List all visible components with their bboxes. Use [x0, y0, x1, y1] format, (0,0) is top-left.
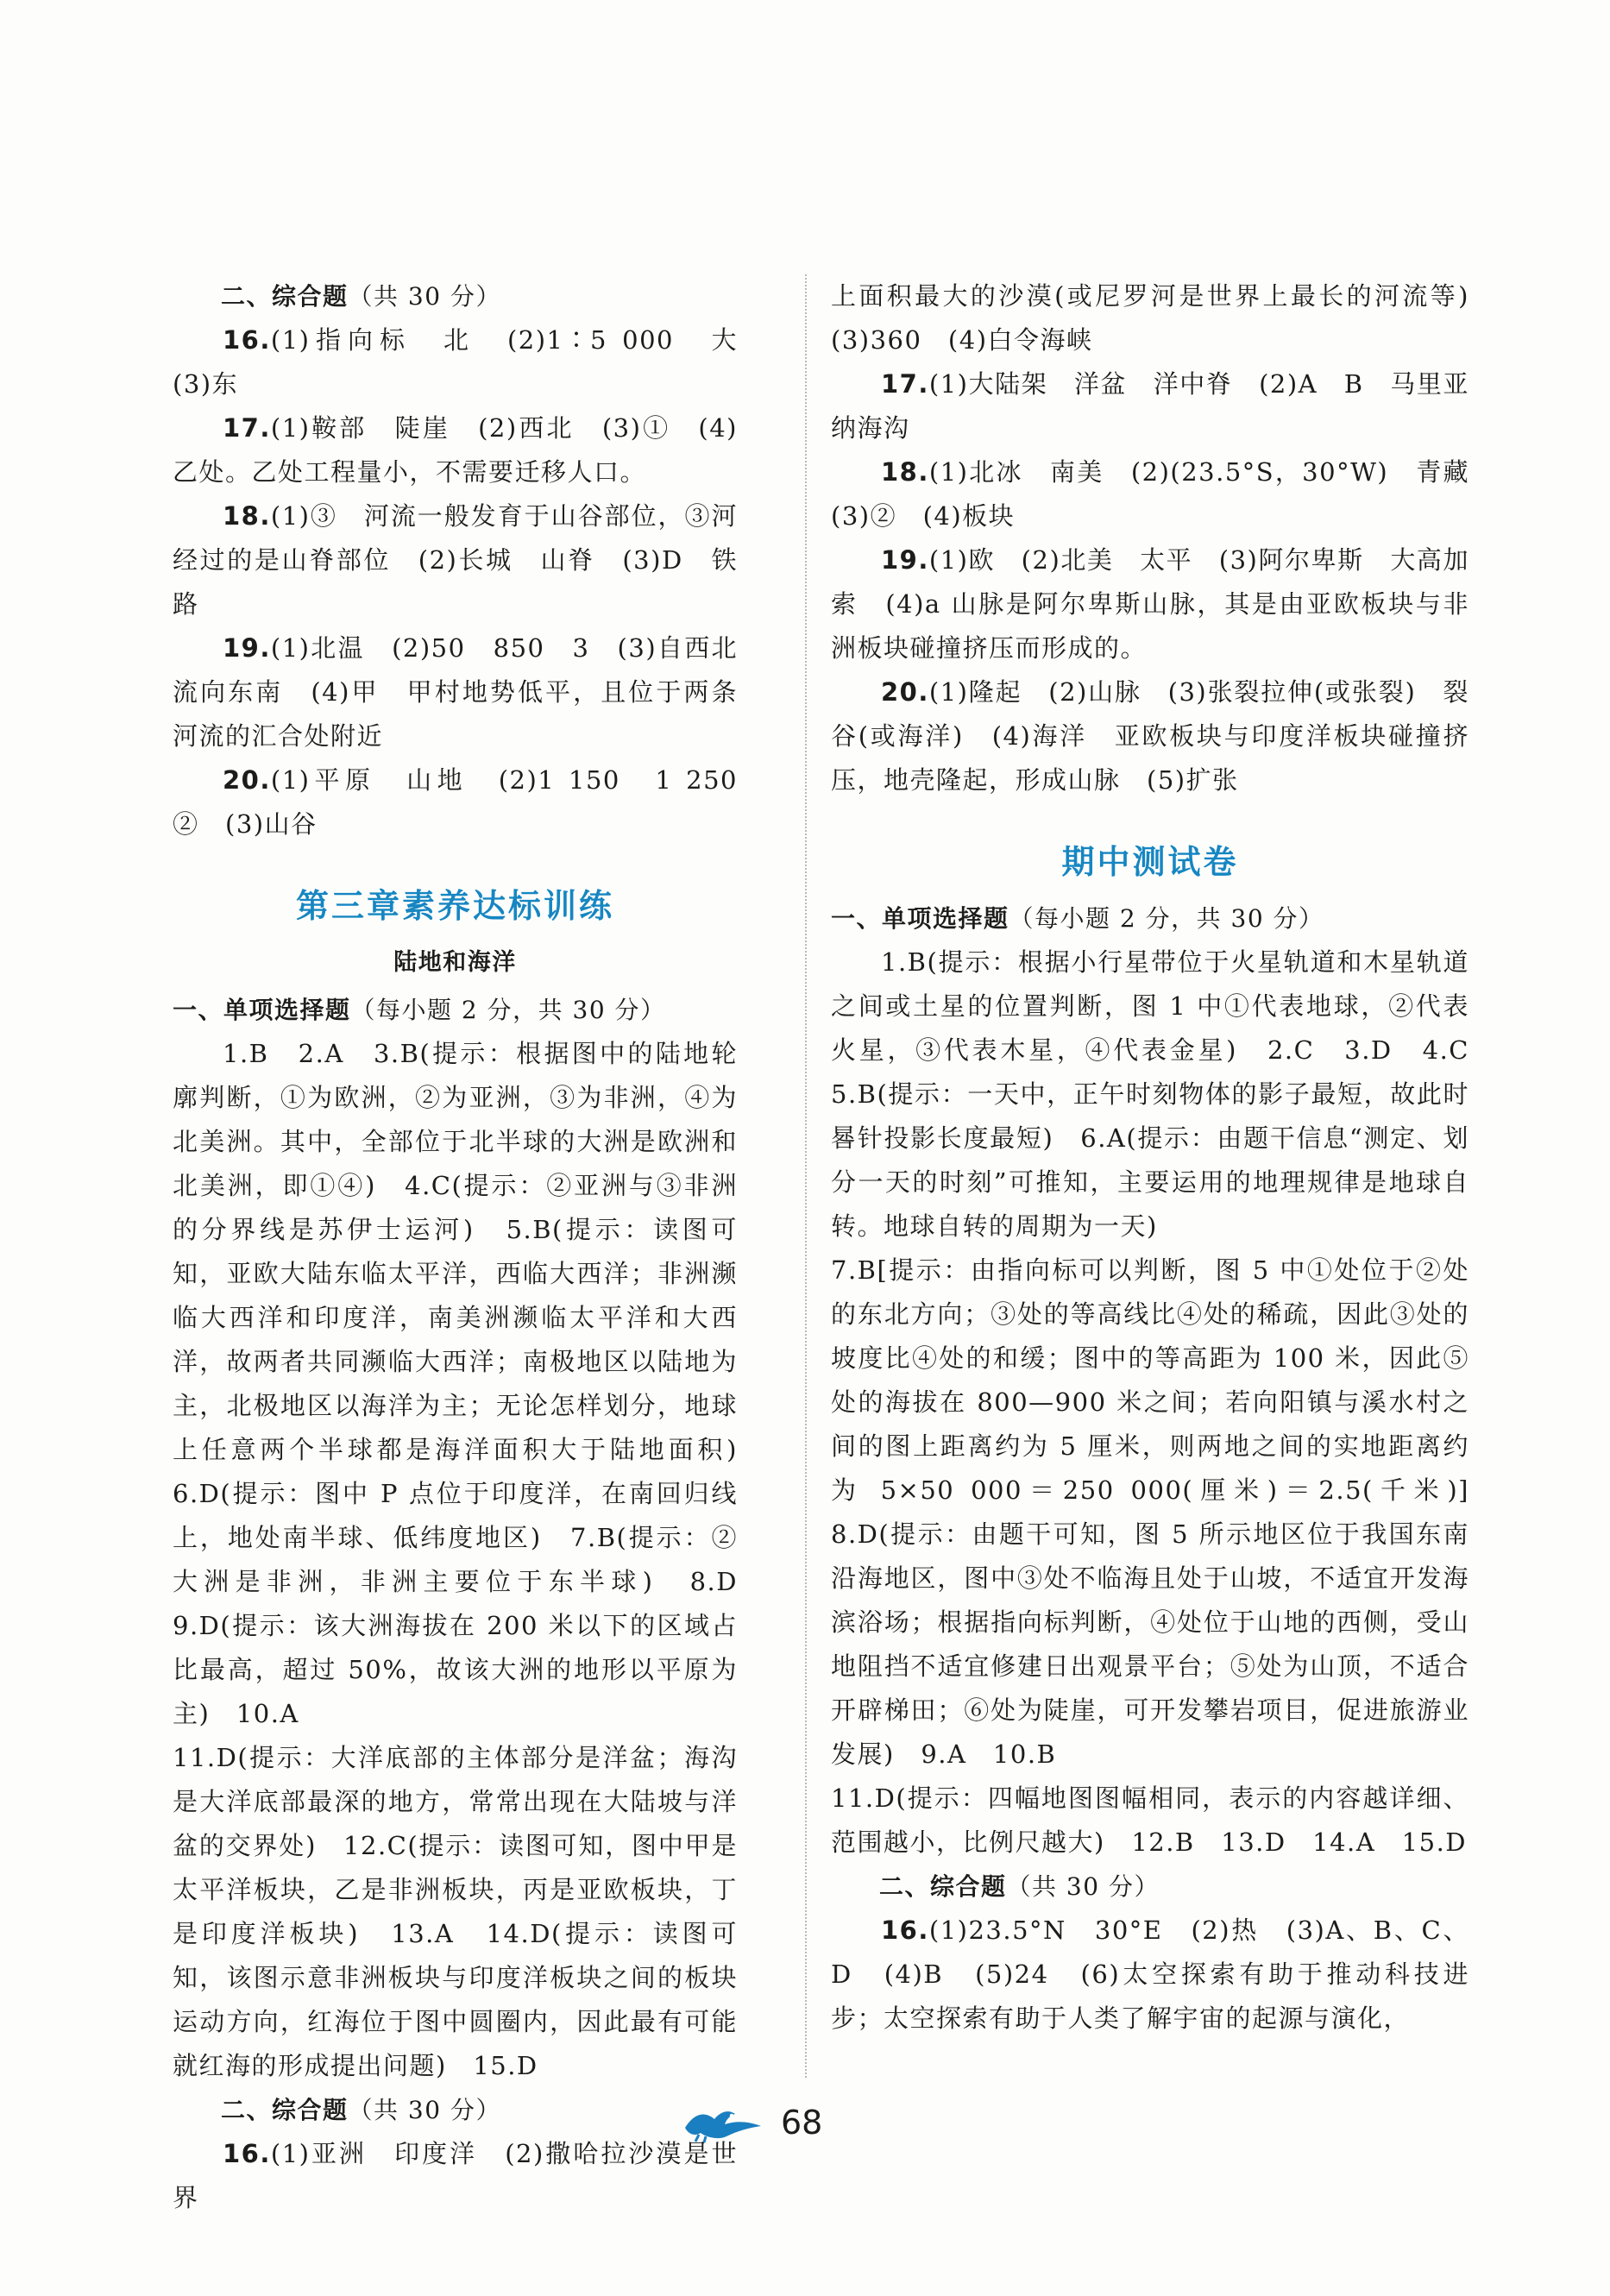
chapter-subtitle: 陆地和海洋 [393, 949, 517, 976]
answer-16: 16.(1)指向标 北 (2)1∶5 000 大 (3)东 [173, 325, 764, 399]
answer-17: 17.(1)大陆架 洋盆 洋中脊 (2)A B 马里亚纳海沟 [831, 369, 1469, 443]
bird-logo-icon [682, 2102, 768, 2143]
page-footer [682, 2097, 940, 2148]
section-heading-comprehensive-2: 二、综合题（共 30 分） [221, 2096, 501, 2124]
section-heading-single-choice: 一、单项选择题（每小题 2 分，共 30 分） [173, 996, 666, 1024]
section-heading-comprehensive: 二、综合题（共 30 分） [879, 1872, 1160, 1901]
section-heading-single-choice: 一、单项选择题（每小题 2 分，共 30 分） [831, 904, 1324, 933]
answers-7-10: 7.B[提示：由指向标可以判断，图 5 中①处位于②处的东北方向；③处的等高线比④处的稀疏，因此③处的坡度比④处的和缓；图中的等高距为 100 米，因此⑤处的海拔在 800—900 米之间；若向阳镇与溪水村之间的图上距离约为 5 厘米，则两地之间的实地距离约为 5×50 000＝250 000(厘米)＝2.5(千米)] 8.D(提示：由题干可知，图 5 所示地区位于我国东南沿海地区，图中③处不临海且处于山坡，不适宜开发海滨浴场；根据指向标判断，④处位于山地的西侧，受山地阻挡不适宜修建日出观景平台；⑤处为山顶，不适合开辟梯田；⑥处为陡崖，可开发攀岩项目，促进旅游业发展) 9.A 10.B [831, 1255, 1496, 1769]
answer-16: 16.(1)23.5°N 30°E (2)热 (3)A、B、C、D (4)B (5)24 (6)太空探索有助于推动科技进步；太空探索有助于人类了解宇宙的起源与演化， [831, 1915, 1469, 2033]
section-heading-comprehensive: 二、综合题（共 30 分） [221, 282, 501, 311]
answer-19: 19.(1)北温 (2)50 850 3 (3)自西北流向东南 (4)甲 甲村地势低平，且位于两条河流的汇合处附近 [173, 633, 738, 751]
answer-18: 18.(1)北冰 南美 (2)(23.5°S，30°W) 青藏 (3)② (4)板块 [831, 457, 1496, 531]
answers-11-15: 11.D(提示：四幅地图图幅相同，表示的内容越详细、范围越小，比例尺越大) 12.B 13.D 14.A 15.D [831, 1783, 1469, 1857]
answers-1-6: 1.B(提示：根据小行星带位于火星轨道和木星轨道之间或土星的位置判断，图 1 中①代表地球，②代表火星，③代表木星，④代表金星) 2.C 3.D 4.C 5.B(提示：一天中，正午时刻物体的影子最短，故此时晷针投影长度最短) 6.A(提示：由题干信息“测定、划分一天的时刻”可推知，主要运用的地理规律是地球自转。地球自转的周期为一天) [831, 947, 1496, 1241]
exam-title: 期中测试卷 [1061, 843, 1239, 881]
answer-18: 18.(1)③ 河流一般发育于山谷部位，③河经过的是山脊部位 (2)长城 山脊 (3)D 铁路 [173, 501, 738, 619]
answer-20: 20.(1)平原 山地 (2)1 150 1 250 ② (3)山谷 [173, 765, 764, 839]
answers-1-10: 1.B 2.A 3.B(提示：根据图中的陆地轮廓判断，①为欧洲，②为亚洲，③为非洲，④为北美洲。其中，全部位于北半球的大洲是欧洲和北美洲，即①④) 4.C(提示：②亚洲与③非洲的分界线是苏伊士运河) 5.B(提示：读图可知，亚欧大陆东临太平洋，西临大西洋；非洲濒临大西洋和印度洋，南美洲濒临太平洋和大西洋，故两者共同濒临大西洋；南极地区以陆地为主，北极地区以海洋为主；无论怎样划分，地球上任意两个半球都是海洋面积大于陆地面积) 6.D(提示：图中 P 点位于印度洋，在南回归线上，地处南半球、低纬度地区) 7.B(提示：②大洲是非洲，非洲主要位于东半球) 8.D 9.D(提示：该大洲海拔在 200 米以下的区域占比最高，超过 50%，故该大洲的地形以平原为主) 10.A [173, 1039, 764, 1728]
answer-16-start: 16.(1)亚洲 印度洋 (2)撒哈拉沙漠是世界 [173, 2139, 738, 2212]
answer-16-continued: 上面积最大的沙漠(或尼罗河是世界上最长的河流等) (3)360 (4)白令海峡 [831, 281, 1496, 355]
answers-11-15: 11.D(提示：大洋底部的主体部分是洋盆；海沟是大洋底部最深的地方，常常出现在大陆坡与洋盆的交界处) 12.C(提示：读图可知，图中甲是太平洋板块，乙是非洲板块，丙是亚欧板块，丁是印度洋板块) 13.A 14.D(提示：读图可知，该图示意非洲板块与印度洋板块之间的板块运动方向，红海位于图中圆圈内，因此最有可能就红海的形成提出问题) 15.D [173, 1743, 738, 2080]
answer-17: 17.(1)鞍部 陡崖 (2)西北 (3)① (4)乙处。乙处工程量小，不需要迁移人口。 [173, 413, 738, 487]
answer-20: 20.(1)隆起 (2)山脉 (3)张裂拉伸(或张裂) 裂谷(或海洋) (4)海洋 亚欧板块与印度洋板块碰撞挤压，地壳隆起，形成山脉 (5)扩张 [831, 677, 1469, 795]
page-number: 68 [781, 2104, 823, 2142]
column-divider [805, 274, 807, 2078]
right-column [831, 274, 1496, 2041]
chapter-title: 第三章素养达标训练 [295, 887, 614, 925]
answer-19: 19.(1)欧 (2)北美 太平 (3)阿尔卑斯 大高加索 (4)a 山脉是阿尔卑斯山脉，其是由亚欧板块与非洲板块碰撞挤压而形成的。 [831, 545, 1469, 663]
left-column [173, 274, 764, 2220]
